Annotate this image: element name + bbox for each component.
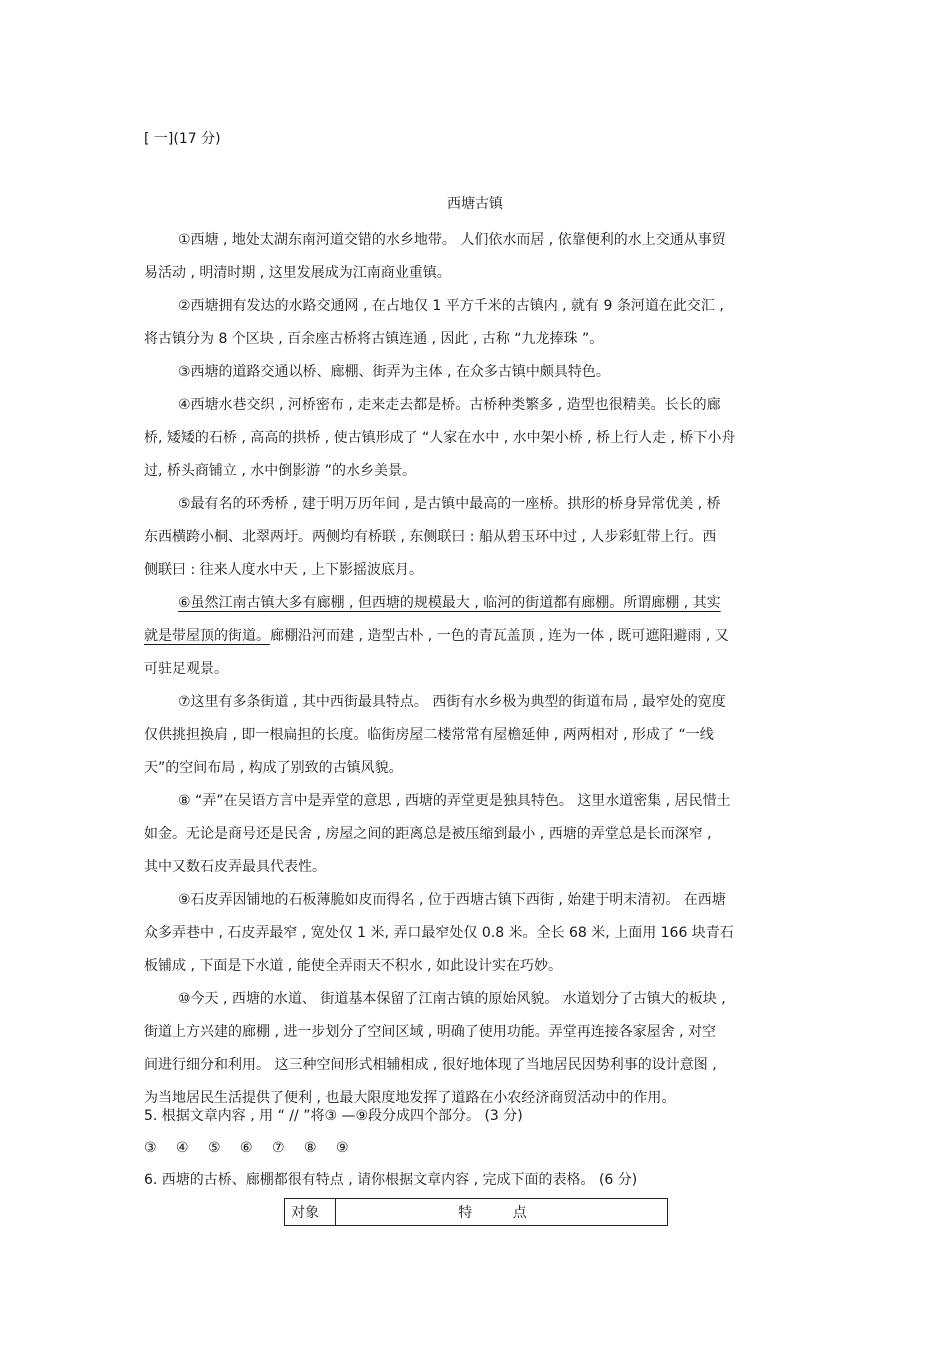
paragraph-4	[144, 389, 806, 488]
paragraph-2	[144, 290, 806, 356]
paragraph-1	[144, 224, 806, 290]
paragraph-line: 街道上方兴建的廊棚 , 进一步划分了空间区域 , 明确了使用功能。弄堂再连接各家屋舍 , 对空	[144, 1024, 717, 1040]
paragraph-line: ①西塘 , 地处太湖东南河道交错的水乡地带。 人们依水而居 , 依靠便利的水上交通从事贸	[178, 232, 726, 248]
paragraph-line: 桥, 矮矮的石桥 , 高高的拱桥 , 使古镇形成了 “人家在水中 , 水中架小桥 , 桥上行人走 , 桥下小舟	[144, 430, 736, 446]
paragraph-line: 板铺成 , 下面是下水道 , 能使全弄雨天不积水 , 如此设计实在巧妙。	[144, 958, 563, 974]
answer-table	[284, 1198, 668, 1226]
header-features: 特 点	[336, 1199, 668, 1226]
question-5-markers	[144, 1132, 806, 1164]
header-object: 对象	[285, 1199, 336, 1226]
paragraph-line: 东西横跨小桐、北翠两圩。两侧均有桥联 , 东侧联曰 : 船从碧玉环中过 , 人步彩虹带上行。西	[144, 529, 717, 545]
paragraph-3	[144, 356, 806, 389]
paragraph-line: ⑩今天 , 西塘的水道、 街道基本保留了江南古镇的原始风貌。 水道划分了古镇大的板块 ,	[178, 991, 726, 1007]
article-title: 西塘古镇	[447, 196, 503, 212]
paragraph-line: 其中又数石皮弄最具代表性。	[144, 859, 326, 875]
paragraph-10	[144, 983, 806, 1115]
paragraph-5	[144, 488, 806, 587]
paragraph-line: 天”的空间布局 , 构成了别致的古镇风貌。	[144, 760, 403, 776]
paragraph-6	[144, 587, 806, 686]
paragraph-line: 为当地居民生活提供了便利 , 也最大限度地发挥了道路在小农经济商贸活动中的作用。	[144, 1090, 676, 1106]
section-label: [ 一](17 分)	[144, 131, 221, 147]
paragraph-9	[144, 884, 806, 983]
paragraph-line: 仅供挑担换肩 , 即一根扁担的长度。临街房屋二楼常常有屋檐延伸 , 两两相对 , 形成了 “一线	[144, 727, 714, 743]
underlined-sentence: 就是带屋顶的街道。	[144, 628, 270, 644]
paragraph-7	[144, 686, 806, 785]
paragraph-line	[144, 620, 806, 653]
paragraph-marker: ⑧	[304, 1140, 317, 1156]
paragraph-marker: ④	[176, 1140, 189, 1156]
paragraph-marker: ⑦	[272, 1140, 285, 1156]
paragraph-line: 可驻足观景。	[144, 661, 228, 677]
paragraph-line: ④西塘水巷交织 , 河桥密布 , 走来走去都是桥。古桥种类繁多 , 造型也很精美。长长的廊	[178, 397, 721, 413]
paragraph-line: ⑨石皮弄因铺地的石板薄脆如皮而得名 , 位于西塘古镇下西街 , 始建于明末清初。 在西塘	[178, 892, 726, 908]
paragraph-line: 将古镇分为 8 个区块 , 百余座古桥将古镇连通 , 因此 , 古称 “九龙捧珠 ”。	[144, 331, 604, 347]
paragraph-line: ⑧ “弄”在吴语方言中是弄堂的意思 , 西塘的弄堂更是独具特色。 这里水道密集 , 居民惜土	[178, 793, 731, 809]
question-6: 6. 西塘的古桥、廊棚都很有特点 , 请你根据文章内容 , 完成下面的表格。 (6 分)	[144, 1172, 638, 1188]
paragraph-marker: ⑥	[240, 1140, 253, 1156]
paragraph-line: 如金。无论是商号还是民舍 , 房屋之间的距离总是被压缩到最小 , 西塘的弄堂总是长而深窄 ,	[144, 826, 712, 842]
paragraph-line: 易活动 , 明清时期 , 这里发展成为江南商业重镇。	[144, 265, 451, 281]
paragraph-line: ②西塘拥有发达的水路交通网 , 在占地仅 1 平方千米的古镇内 , 就有 9 条河道在此交汇 ,	[178, 298, 724, 314]
paragraph-marker: ⑨	[336, 1140, 349, 1156]
paragraph-line: ⑦这里有多条街道 , 其中西街最具特点。 西街有水乡极为典型的街道布局 , 最窄处的宽度	[178, 694, 726, 710]
question-5: 5. 根据文章内容 , 用 “ // ”将③ —⑨段分成四个部分。 (3 分)	[144, 1108, 523, 1124]
paragraph-marker: ③	[144, 1140, 157, 1156]
article-body	[144, 224, 806, 1115]
table-row	[285, 1199, 668, 1226]
paragraph-text: 廊棚沿河而建 , 造型古朴 , 一色的青瓦盖顶 , 连为一体 , 既可遮阳避雨 , 又	[270, 628, 729, 644]
paragraph-line: 众多弄巷中 , 石皮弄最窄 , 宽处仅 1 米, 弄口最窄处仅 0.8 米。全长 68 米, 上面用 166 块青石	[144, 925, 734, 941]
paragraph-line: 侧联曰 : 往来人度水中天 , 上下影摇波底月。	[144, 562, 423, 578]
underlined-sentence: ⑥虽然江南古镇大多有廊棚 , 但西塘的规模最大 , 临河的街道都有廊棚。所谓廊棚 , 其实	[178, 595, 721, 611]
paragraph-line: 间进行细分和利用。 这三种空间形式相辅相成 , 很好地体现了当地居民因势利事的设计意图 ,	[144, 1057, 717, 1073]
paragraph-line: 过, 桥头商铺立 , 水中倒影游 ”的水乡美景。	[144, 463, 416, 479]
questions	[144, 1100, 806, 1196]
paragraph-line: ③西塘的道路交通以桥、廊棚、街弄为主体 , 在众多古镇中颇具特色。	[178, 364, 610, 380]
paragraph-line: ⑤最有名的环秀桥 , 建于明万历年间 , 是古镇中最高的一座桥。拱形的桥身异常优美 , 桥	[178, 496, 721, 512]
paragraph-marker: ⑤	[208, 1140, 221, 1156]
paragraph-8	[144, 785, 806, 884]
